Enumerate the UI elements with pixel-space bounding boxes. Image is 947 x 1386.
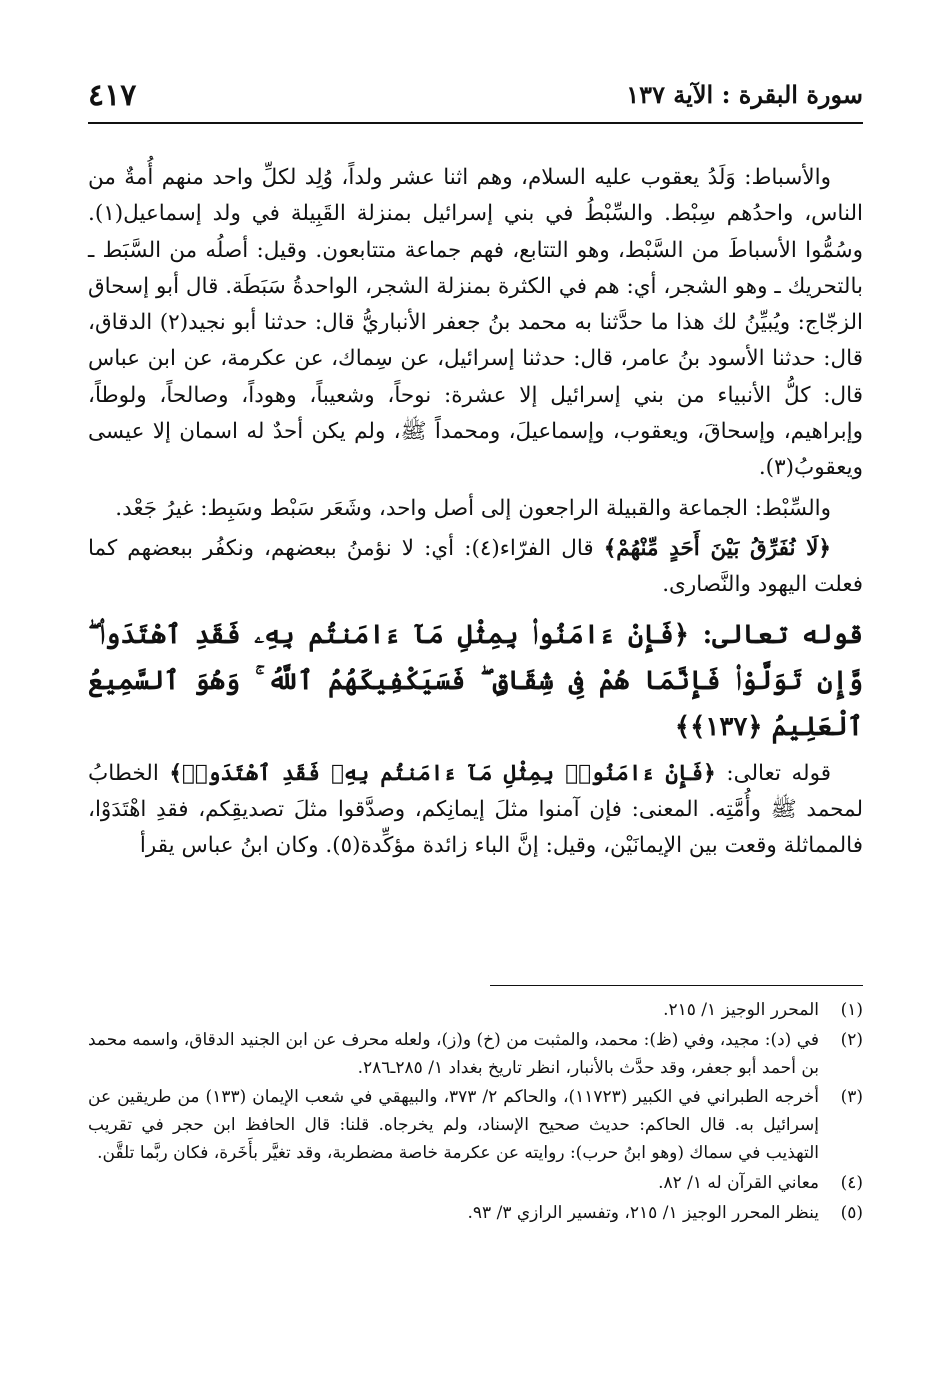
header-rule <box>88 122 863 124</box>
footnote-number: (٤) <box>840 1172 863 1193</box>
footnote <box>88 1027 863 1083</box>
page-header <box>88 78 863 122</box>
footnote <box>88 1084 863 1167</box>
footnote-number: (٢) <box>840 1029 863 1050</box>
footnote-text: المحرر الوجيز ١/ ٢١٥. <box>663 1000 819 1020</box>
paragraph-asbat: والأسباط: وَلَدُ يعقوب عليه السلام، وهم اثنا عشر ولداً، وُلِد لكلِّ واحد منهم أُمةٌ من الناس، واحدُهم سِبْط. والسِّبْطُ في بني إسرائيل بمنزلة القَبِيلة في ولد إسماعيل(١). وسُمُّوا الأسباطَ من السَّبْط، وهو التتابع، فهم جماعة متتابعون. وقيل: أصلُه من السَّبَط ـ بالتحريك ـ وهو الشجر، أي: هم في الكثرة بمنزلة الشجر، الواحدةُ سَبَطَة. قال أبو إسحاق الزجّاج: ويُبيِّنُ لك هذا ما حدَّثنا به محمد بنُ جعفر الأنباريُّ قال: حدثنا أبو نجيد(٢) الدقاق، قال: حدثنا الأسود بنُ عامر، قال: حدثنا إسرائيل، عن سِماك، عن عكرمة، عن ابن عباس قال: كلُّ الأنبياء من بني إسرائيل إلا عشرة: نوحاً، وشعيباً، وهوداً، وصالحاً، ولوطاً، وإبراهيم، وإسحاقَ، ويعقوب، وإسماعيلَ، ومحمداً ﷺ، ولم يكن أحدٌ له اسمان إلا عيسى ويعقوبُ(٣). <box>88 165 864 481</box>
verse-label: قوله تعالى: <box>702 619 863 650</box>
footnote <box>88 1200 863 1228</box>
quran-quote: ﴿فَإِنْ ءَامَنُوا۟ بِمِثْلِ مَآ ءَامَنتُم بِهِۦ فَقَدِ ٱهْتَدَوا۟﴾ <box>169 760 716 786</box>
footnote-text: أخرجه الطبراني في الكبير (١١٧٢٣)، والحاكم ٢/ ٣٧٣، والبيهقي في شعب الإيمان (١٣٣) من طريقين عن إسرائيل به. قال الحاكم: حديث صحيح الإسناد، ولم يخرجاه. قلنا: قال الحافظ ابن حجر في تقريب التهذيب في سماك (وهو ابنُ حرب): روايته عن عكرمة خاصة مضطربة، وقد تغيَّر بأَخَرة، فكان ربَّما تلقَّن. <box>88 1087 819 1163</box>
footnote-separator <box>490 985 863 986</box>
footnote-number: (٣) <box>840 1087 863 1108</box>
footnote <box>88 997 863 1025</box>
page-number: ٤١٧ <box>88 78 137 113</box>
verse-heading <box>88 612 863 750</box>
paragraph-text: قال الفرّاء(٤): أي: لا نؤمنُ ببعضهم، ونكفُر ببعضهم كما فعلت اليهود والنَّصارى. <box>88 535 863 598</box>
paragraph-la-nufarriq <box>88 531 863 604</box>
footnote-number: (١) <box>840 1000 863 1020</box>
commentary-label: قوله تعالى: <box>715 760 831 786</box>
paragraph-commentary <box>88 756 863 865</box>
verse-text: ﴿فَإِنْ ءَامَنُوا۟ بِمِثْلِ مَآ ءَامَنتُم بِهِۦ فَقَدِ ٱهْتَدَوا۟ ۖ وَّإِن تَوَلَّوْا۟ فَإِنَّمَا هُمْ فِى شِقَاقٍ ۖ فَسَيَكْفِيكَهُمُ ٱللَّهُ ۚ وَهُوَ ٱلسَّمِيعُ ٱلْعَلِيمُ ﴿١٣٧﴾﴾ <box>88 619 863 742</box>
footnote <box>88 1170 863 1198</box>
footnote-text: معاني القرآن له ١/ ٨٢. <box>658 1172 819 1193</box>
running-title: سورة البقرة : الآية ١٣٧ <box>626 80 863 109</box>
footnote-text: في (د): مجيد، وفي (ظ): محمد، والمثبت من (خ) و(ز)، ولعله محرف عن ابن الجنيد الدقاق، واسمه محمد بن أحمد أبو جعفر، وقد حدَّث بالأنبار، انظر تاريخ بغداد ١/ ٢٨٥ـ٢٨٦. <box>88 1029 819 1078</box>
paragraph-text: الخطابُ لمحمد ﷺ وأُمَّتِه. المعنى: فإن آمنوا مثلَ إيمانِكم، وصدَّقوا مثلَ تصديقِكم، فقدِ اهْتَدَوْا، فالمماثلة وقعت بين الإيمانَيْن، وقيل: إنَّ الباء زائدة مؤكِّدة(٥). وكان ابنُ عباس يقرأ <box>88 760 863 859</box>
main-text <box>88 160 863 864</box>
quran-quote: ﴿لَا نُفَرِّقُ بَيْنَ أَحَدٍ مِّنْهُمْ﴾ <box>603 535 831 561</box>
footnote-text: ينظر المحرر الوجيز ١/ ٢١٥، وتفسير الرازي ٣/ ٩٣. <box>467 1202 819 1223</box>
footnote-number: (٥) <box>840 1202 863 1223</box>
footnotes <box>88 997 863 1229</box>
paragraph-sibt: والسِّبْط: الجماعة والقبيلة الراجعون إلى أصل واحد، وشَعَر سَبْط وسَبِط: غيرُ جَعْد. <box>115 495 831 521</box>
